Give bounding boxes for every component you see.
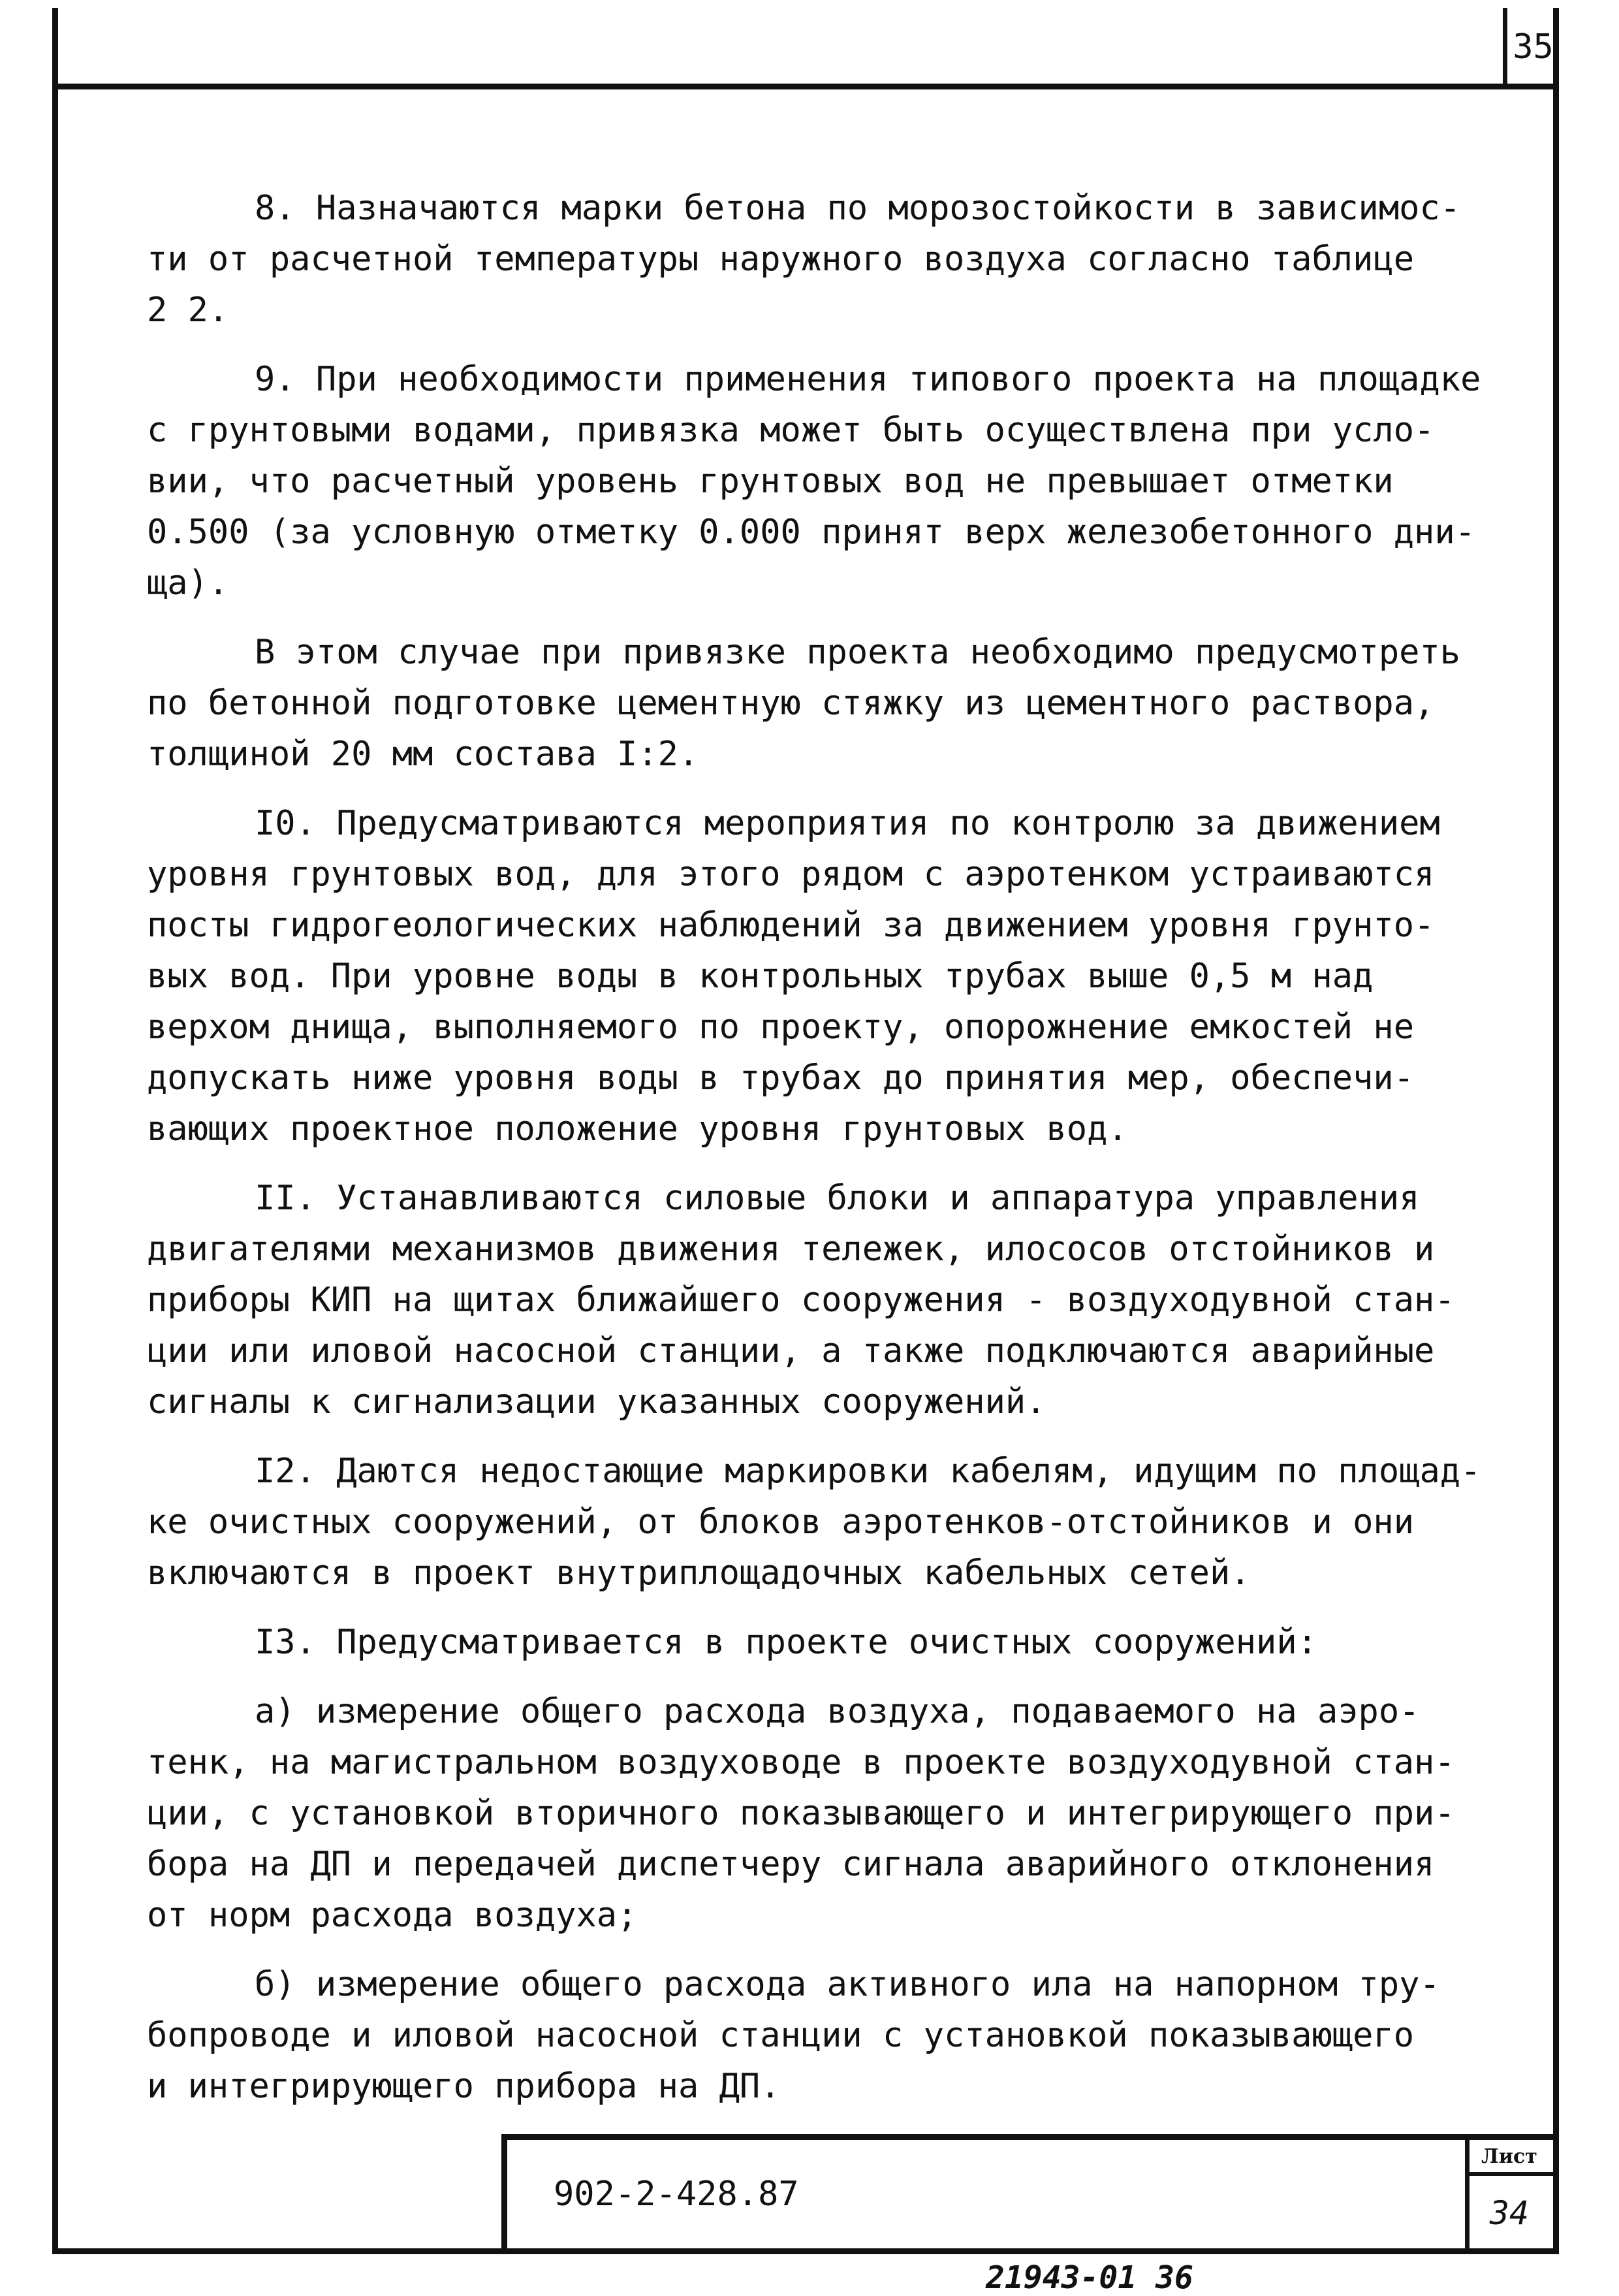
- text-line: ции или иловой насосной станции, а также подключаются аварийные: [147, 1331, 1435, 1371]
- paragraph-11: [147, 1173, 1541, 1427]
- text-line: I3. Предусматривается в проекте очистных сооружений:: [255, 1623, 1317, 1662]
- text-line: двигателями механизмов движения тележек, илососов отстойников и: [147, 1230, 1435, 1269]
- text-line: а) измерение общего расхода воздуха, подаваемого на аэро-: [255, 1692, 1420, 1731]
- sheet-label: Лист: [1465, 2142, 1554, 2176]
- text-line: 2 2.: [147, 291, 229, 330]
- text-line: I0. Предусматриваются мероприятия по контролю за движением: [255, 804, 1440, 843]
- document-number: 902-2-428.87: [554, 2175, 799, 2214]
- text-line: 9. При необходимости применения типового проекта на площадке: [255, 360, 1481, 399]
- text-line: II. Устанавливаются силовые блоки и аппаратура управления: [255, 1179, 1420, 1218]
- paragraph-13a: [147, 1686, 1541, 1941]
- text-line: бора на ДП и передачей диспетчеру сигнала аварийного отклонения: [147, 1845, 1435, 1884]
- text-line: по бетонной подготовке цементную стяжку из цементного раствора,: [147, 684, 1435, 723]
- sheet-number: 34: [1489, 2194, 1530, 2232]
- text-line: ции, с установкой вторичного показывающего и интегрирующего при-: [147, 1794, 1455, 1833]
- paragraph-12: [147, 1446, 1541, 1599]
- text-line: ке очистных сооружений, от блоков аэротенков-отстойников и они: [147, 1503, 1415, 1542]
- text-line: вии, что расчетный уровень грунтовых вод не превышает отметки: [147, 462, 1394, 501]
- text-line: с грунтовыми водами, привязка может быть осуществлена при усло-: [147, 411, 1435, 450]
- text-line: В этом случае при привязке проекта необходимо предусмотреть: [255, 633, 1461, 672]
- text-line: сигналы к сигнализации указанных сооружений.: [147, 1382, 1046, 1422]
- text-line: ти от расчетной температуры наружного воздуха согласно таблице: [147, 240, 1415, 279]
- corner-page-number: 35: [1503, 8, 1559, 86]
- text-line: 0.500 (за условную отметку 0.000 принят верх железобетонного дни-: [147, 513, 1475, 552]
- text-line: б) измерение общего расхода активного ила на напорном тру-: [255, 1965, 1440, 2004]
- text-line: уровня грунтовых вод, для этого рядом с аэротенком устраиваются: [147, 855, 1435, 894]
- frame-top-rule: [52, 84, 1559, 89]
- paragraph-9-note: [147, 627, 1541, 780]
- body-text: [147, 183, 1541, 2130]
- text-line: ща).: [147, 564, 229, 603]
- paragraph-10: [147, 798, 1541, 1155]
- text-line: посты гидрогеологических наблюдений за движением уровня грунто-: [147, 906, 1435, 945]
- footer-code: 21943-01 36: [986, 2259, 1193, 2296]
- text-line: 8. Назначаются марки бетона по морозостойкости в зависимос-: [255, 189, 1461, 228]
- text-line: приборы КИП на щитах ближайшего сооружения - воздуходувной стан-: [147, 1281, 1455, 1320]
- text-line: толщиной 20 мм состава I:2.: [147, 735, 699, 774]
- text-line: бопроводе и иловой насосной станции с установкой показывающего: [147, 2016, 1415, 2055]
- text-line: тенк, на магистральном воздуховоде в проекте воздуходувной стан-: [147, 1743, 1455, 1782]
- text-line: от норм расхода воздуха;: [147, 1896, 638, 1935]
- paragraph-13b: [147, 1959, 1541, 2112]
- text-line: и интегрирующего прибора на ДП.: [147, 2067, 781, 2106]
- text-line: допускать ниже уровня воды в трубах до принятия мер, обеспечи-: [147, 1059, 1415, 1098]
- text-line: вых вод. При уровне воды в контрольных трубах выше 0,5 м над: [147, 957, 1374, 996]
- paragraph-9: [147, 354, 1541, 609]
- text-line: I2. Даются недостающие маркировки кабелям, идущим по площад-: [255, 1452, 1481, 1491]
- paragraph-13: [147, 1617, 1541, 1668]
- text-line: вающих проектное положение уровня грунтовых вод.: [147, 1109, 1128, 1149]
- paragraph-8: [147, 183, 1541, 336]
- text-line: верхом днища, выполняемого по проекту, опорожнение емкостей не: [147, 1008, 1415, 1047]
- text-line: включаются в проект внутриплощадочных кабельных сетей.: [147, 1554, 1251, 1593]
